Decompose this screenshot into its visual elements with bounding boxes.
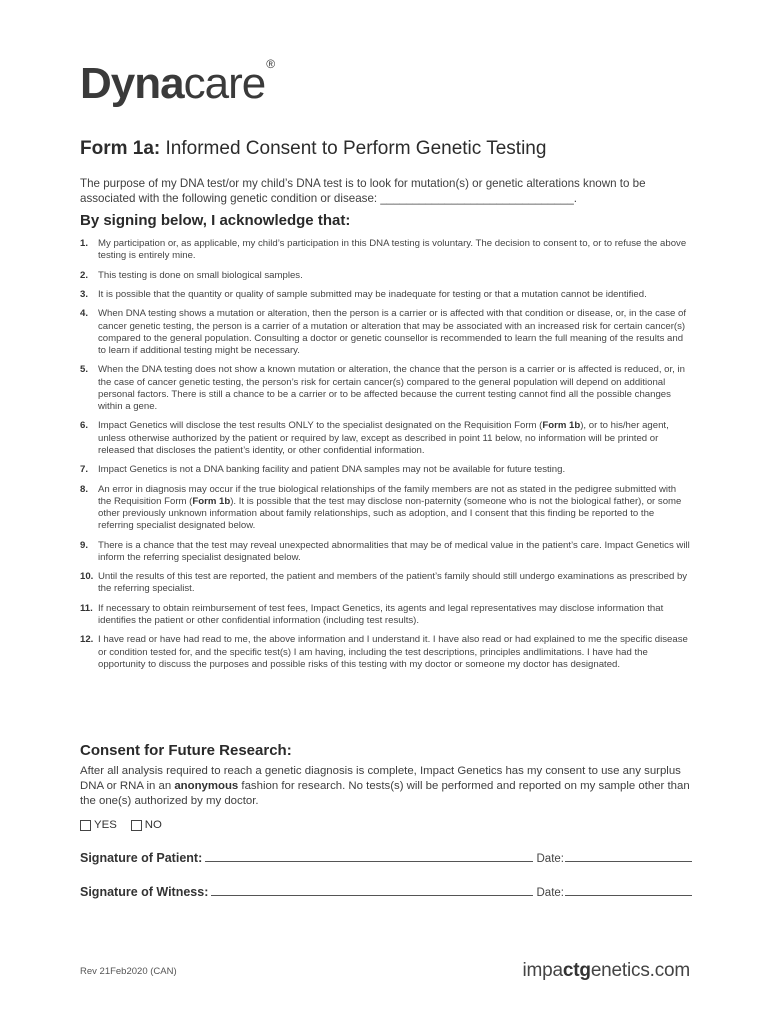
title-text: Informed Consent to Perform Genetic Testing: [160, 138, 547, 159]
page-title: [80, 138, 546, 160]
item-text-post: ). It is possible that the test may disclose non-paternity (someone who is not the biological father), or some other previously unknown information about family relationships, such as adoption, and I consent that this finding be reported to the referring specialist designated below.: [98, 495, 682, 532]
patient-signature-field[interactable]: [205, 851, 532, 862]
form-1b-ref: Form 1b: [192, 495, 231, 507]
patient-signature-row: [80, 851, 692, 865]
list-item: [80, 238, 692, 262]
patient-date-field[interactable]: [565, 851, 692, 862]
item-number: 7.: [80, 464, 89, 476]
item-number: 5.: [80, 364, 89, 376]
intro-paragraph: The purpose of my DNA test/or my child’s DNA test is to look for mutation(s) or genetic alterations known to be associated with the following genetic condition or disease: ______________________________.: [80, 177, 646, 205]
item-text: Until the results of this test are reported, the patient and members of the patient’s family should still undergo examinations as prescribed by the referring specialist.: [98, 571, 688, 595]
list-item: [80, 571, 692, 595]
form-1b-ref: Form 1b: [542, 420, 581, 432]
item-text: Impact Genetics is not a DNA banking facility and patient DNA samples may not be available for future testing.: [98, 464, 566, 476]
item-text: If necessary to obtain reimbursement of test fees, Impact Genetics, its agents and legal representatives may disclose information that identifies the patient or other confidential information (including test results).: [98, 602, 664, 626]
item-text: This testing is done on small biological samples.: [98, 269, 303, 281]
no-option[interactable]: [131, 819, 162, 831]
future-research-paragraph: [80, 764, 692, 809]
logo-part-2: care: [183, 59, 266, 108]
list-item: [80, 270, 692, 282]
item-text: My participation or, as applicable, my child’s participation in this DNA testing is voluntary. The decision to consent to, or to refuse the above testing is entirely mine.: [98, 238, 687, 262]
witness-date-label: Date:: [536, 887, 564, 899]
acknowledgement-list: [80, 238, 692, 678]
list-item: [80, 420, 692, 457]
list-item: [80, 364, 692, 413]
site-part-1: impa: [522, 960, 563, 981]
no-label: NO: [144, 819, 162, 831]
item-number: 10.: [80, 571, 94, 583]
consent-form-page: [80, 0, 692, 1024]
item-text: I have read or have had read to me, the above information and I understand it. I have also read or had explained to me the specific disease or condition tested for, and the specific test(s) I am having, including the test descriptions, principles andlimitations. I have had the opportunity to discuss the purposes and possible risks of this testing with my doctor or someone my doctor has designated.: [98, 634, 688, 670]
research-consent-choices: [80, 819, 162, 831]
item-number: 3.: [80, 288, 89, 300]
witness-signature-field[interactable]: [211, 885, 532, 896]
list-item: [80, 603, 692, 627]
future-text-pre: After all analysis required to reach a genetic diagnosis is complete, Impact Genetics has my consent to use any surplus DNA or RNA in an: [80, 765, 681, 792]
list-item: [80, 289, 692, 301]
item-text: When the DNA testing does not show a known mutation or alteration, the chance that the person is a carrier or is affected is reduced, or, in the case of cancer genetic testing, the person’s risk for certain cancer(s) compared to the general population will depend on additional personal factors. There is still a chance to be a carrier or to be affected because the current testing cannot find all the possible changes within a gene.: [98, 364, 685, 412]
item-text-pre: An error in diagnosis may occur if the true biological relationships of the family members are not as stated in the pedigree submitted with the Requisition Form (: [98, 483, 677, 507]
list-item: [80, 484, 692, 533]
item-number: 8.: [80, 483, 89, 495]
revision-label: Rev 21Feb2020 (CAN): [80, 966, 177, 977]
item-text-pre: Impact Genetics will disclose the test results ONLY to the specialist designated on the Requisition Form (: [98, 420, 543, 432]
item-text: When DNA testing shows a mutation or alteration, then the person is a carrier or is affected with that condition or disease, or, in the case of cancer genetic testing, the person is a carrier of a mutation or alteration that may be associated with an increased risk for certain cancer(s) compared to the general population. Consulting a doctor or genetic counsellor is recommended to learn the full meaning of the results and to learn if additional testing might be necessary.: [98, 308, 687, 356]
future-text-post: fashion for research. No tests(s) will be performed and reported on my sample other than the one(s) authorized by my doctor.: [80, 780, 690, 807]
patient-signature-label: Signature of Patient:: [80, 851, 203, 865]
title-form-number: Form 1a:: [80, 138, 161, 159]
witness-signature-label: Signature of Witness:: [80, 885, 209, 899]
yes-option[interactable]: [80, 819, 117, 831]
item-text-post: ), or to his/her agent, unless otherwise authorized by the patient or required by law, except as described in point 11 below, no information will be printed or released that discloses the patient’s identity, or other confidential information.: [98, 420, 669, 456]
acknowledge-heading: By signing below, I acknowledge that:: [80, 212, 351, 229]
yes-checkbox[interactable]: [80, 820, 91, 831]
item-text: It is possible that the quantity or quality of sample submitted may be inadequate for testing or that a mutation cannot be identified.: [98, 288, 647, 300]
site-part-2: ctg: [562, 960, 591, 981]
list-item: [80, 540, 692, 564]
logo-part-1: Dyna: [80, 59, 184, 108]
item-number: 1.: [80, 238, 89, 249]
anonymous-emphasis: anonymous: [174, 780, 239, 792]
patient-date-label: Date:: [536, 853, 564, 865]
future-research-heading: Consent for Future Research:: [80, 742, 292, 759]
item-number: 6.: [80, 420, 89, 432]
yes-label: YES: [94, 819, 117, 831]
witness-signature-row: [80, 885, 692, 899]
dynacare-logo: [80, 57, 275, 108]
item-number: 9.: [80, 539, 89, 551]
impactgenetics-logo: [523, 960, 690, 982]
witness-date-field[interactable]: [565, 885, 692, 896]
list-item: [80, 464, 692, 476]
logo-registered-mark: ®: [266, 57, 275, 72]
list-item: [80, 308, 692, 357]
item-number: 12.: [80, 634, 94, 646]
item-number: 2.: [80, 269, 89, 281]
item-number: 4.: [80, 308, 89, 320]
no-checkbox[interactable]: [131, 820, 142, 831]
site-part-3: enetics.com: [590, 960, 690, 981]
list-item: [80, 634, 692, 671]
item-text: There is a chance that the test may reveal unexpected abnormalities that may be of medical value in the patient’s care. Impact Genetics will inform the referring specialist designated below.: [98, 539, 690, 563]
item-number: 11.: [80, 602, 93, 614]
